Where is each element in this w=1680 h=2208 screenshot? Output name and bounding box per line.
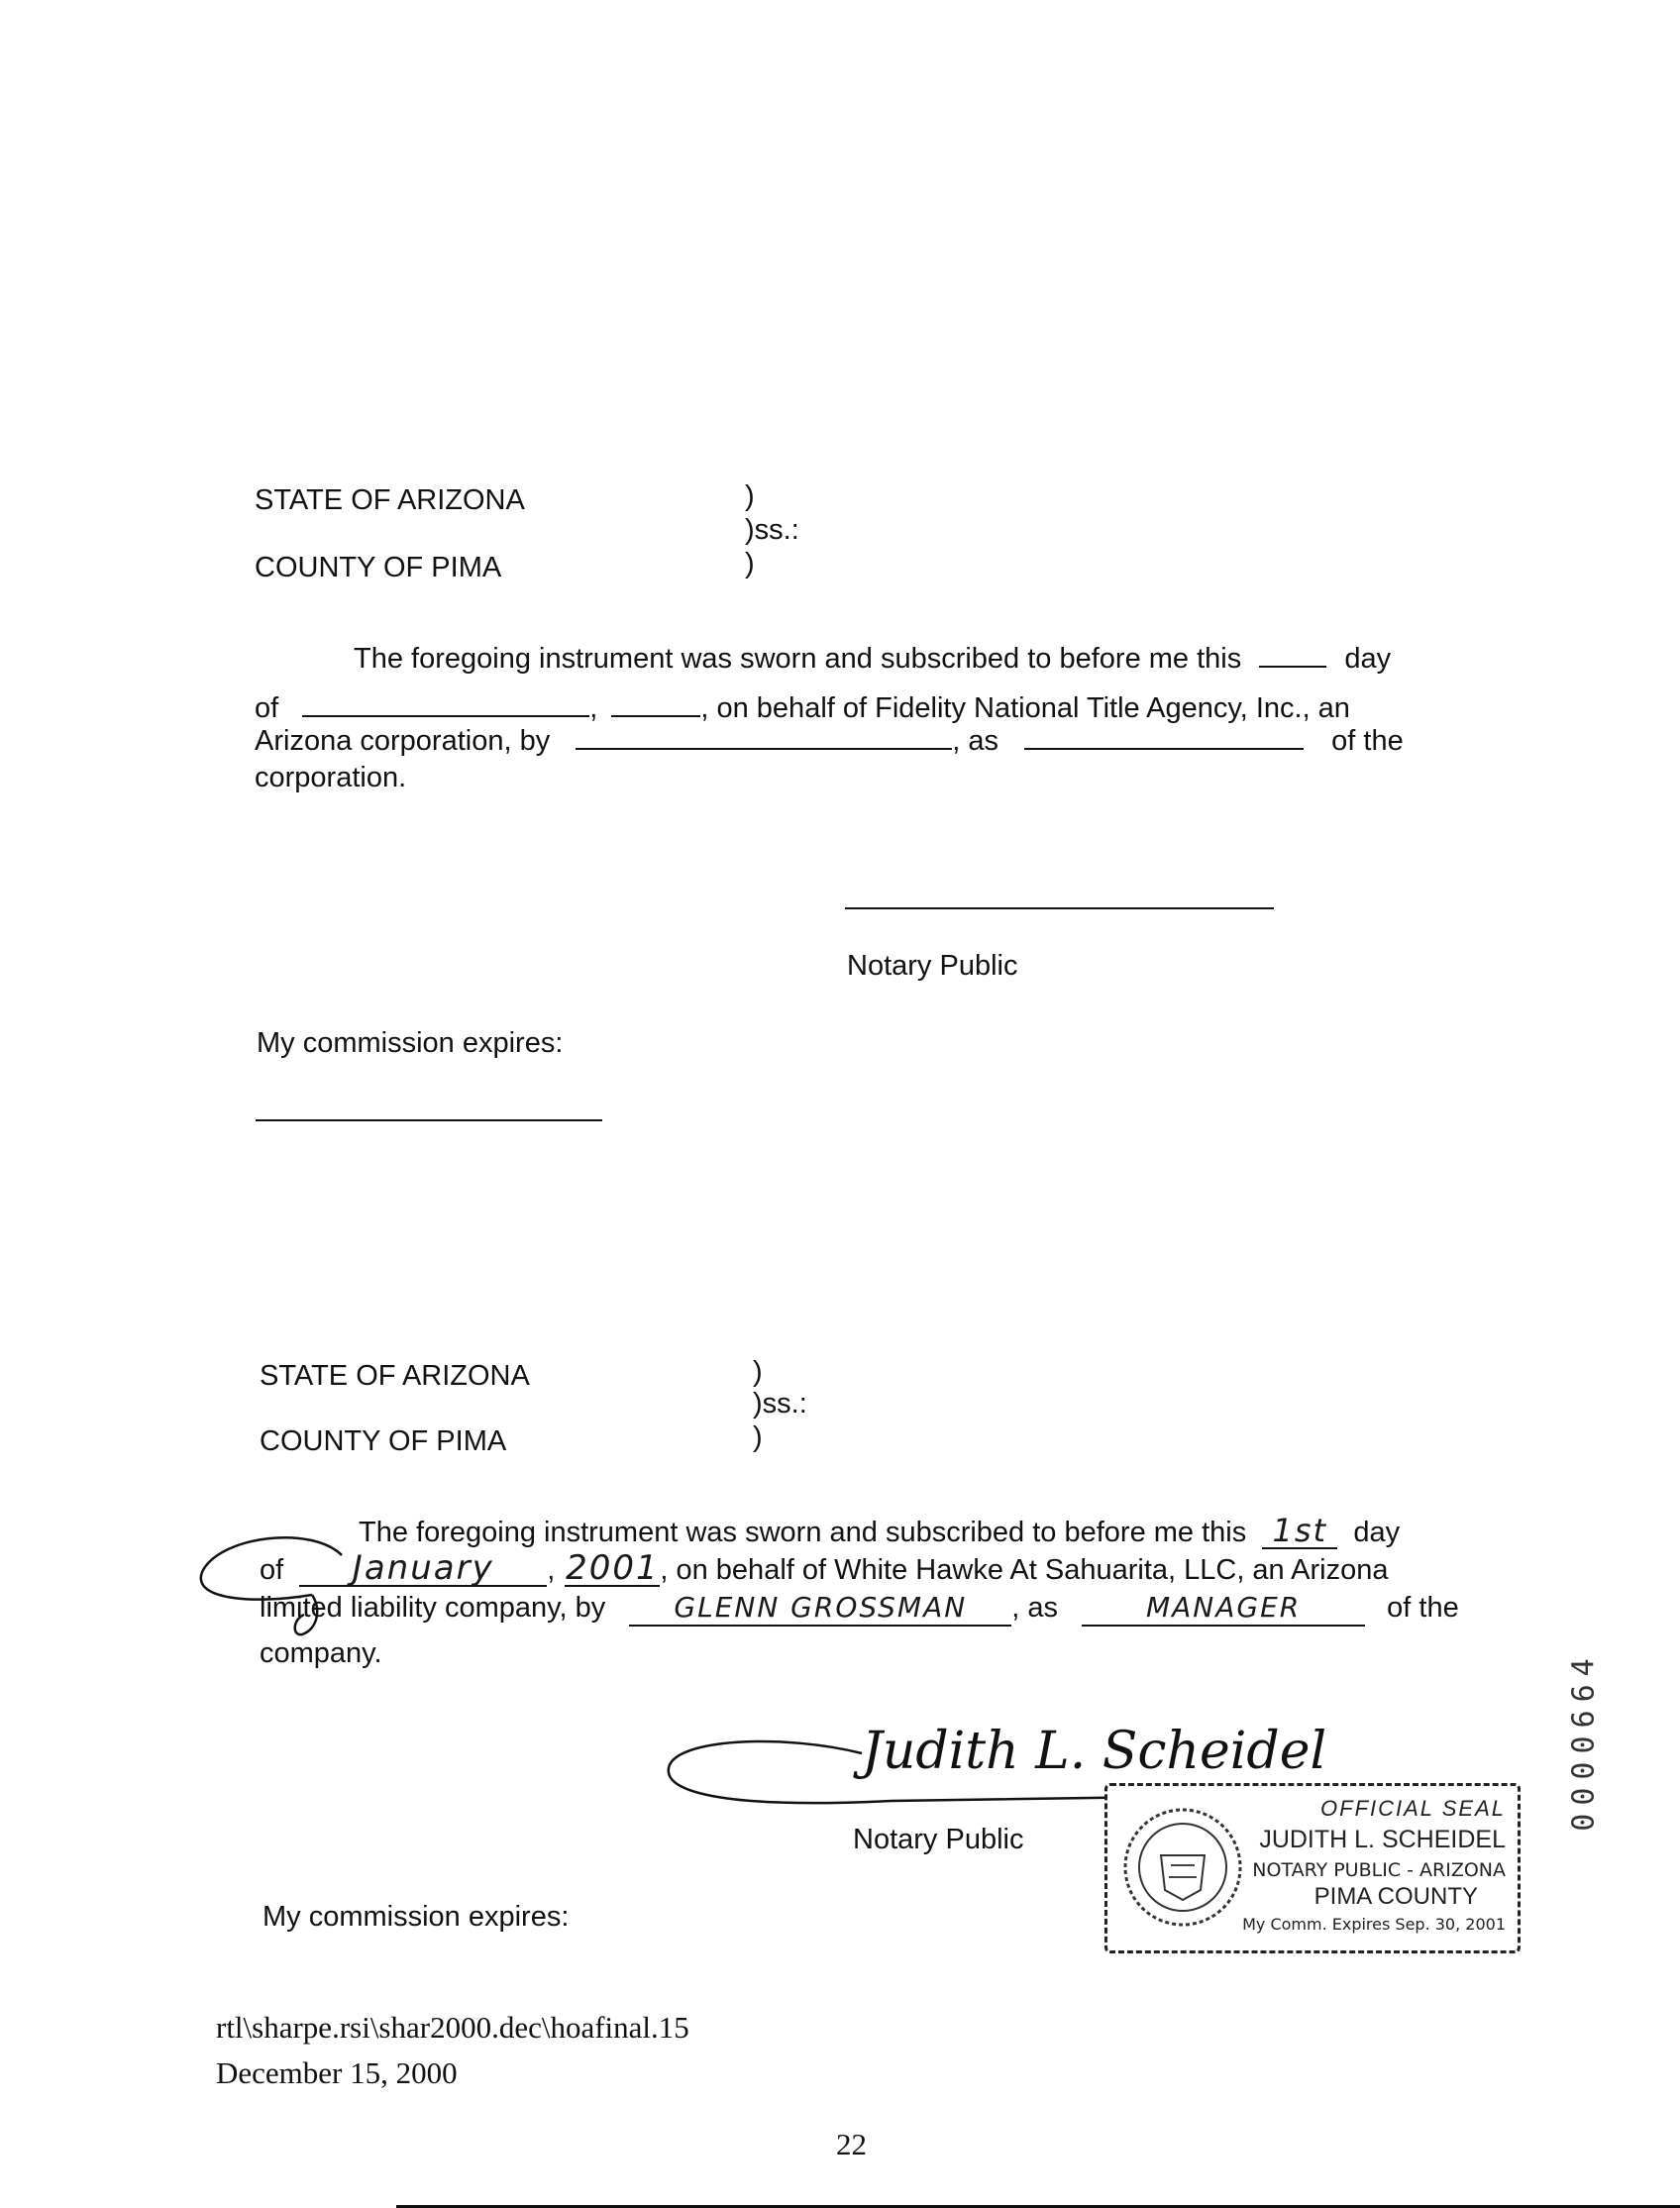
notary-public-label-2: Notary Public: [853, 1824, 1024, 1855]
county-label-2: COUNTY OF PIMA: [260, 1425, 507, 1457]
seal-line-2: JUDITH L. SCHEIDEL: [1259, 1826, 1506, 1853]
company-by-text: limited liability company, by: [260, 1592, 606, 1624]
notary-signature-line: [845, 907, 1274, 909]
commission-expires-line: [256, 1119, 602, 1121]
signer-name-value: GLENN GROSSMAN: [629, 1591, 1011, 1627]
seal-line-4: PIMA COUNTY: [1313, 1883, 1478, 1910]
of-word-2: of: [260, 1554, 284, 1586]
title-blank: [1024, 722, 1304, 750]
of-the-text-2: of the: [1387, 1592, 1459, 1624]
jurat-line-3: [255, 722, 1404, 758]
venue-ss: )ss.:: [745, 514, 799, 546]
of-word: of: [255, 692, 279, 724]
county-label: COUNTY OF PIMA: [255, 552, 502, 583]
month-value: January: [299, 1551, 547, 1587]
day-value: 1st: [1262, 1514, 1337, 1549]
day-blank: [1259, 640, 1326, 668]
comma-2: ,: [547, 1554, 556, 1586]
year-blank: [611, 689, 700, 717]
comma: ,: [589, 692, 598, 724]
day-word-2: day: [1353, 1517, 1401, 1548]
state-label: STATE OF ARIZONA: [255, 484, 525, 516]
commission-expires-label: My commission expires:: [257, 1027, 564, 1059]
seal-line-3: NOTARY PUBLIC - ARIZONA: [1252, 1859, 1506, 1881]
jurat2-line-1: [359, 1514, 1400, 1549]
notary-public-label: Notary Public: [847, 950, 1018, 982]
jurat-line-1: [354, 640, 1391, 676]
state-label-2: STATE OF ARIZONA: [260, 1360, 530, 1392]
signer-title-value: MANAGER: [1082, 1591, 1365, 1627]
signature-text: Judith L. Scheidel: [862, 1722, 1327, 1781]
month-blank: [302, 689, 589, 717]
margin-scribble: [193, 1525, 371, 1644]
state-seal-icon: [1121, 1806, 1244, 1929]
company-word: company.: [260, 1637, 382, 1669]
day-word: day: [1344, 643, 1392, 675]
jurat2-text: The foregoing instrument was sworn and subscribed to before me this: [359, 1517, 1247, 1548]
footer-date: December 15, 2000: [216, 2055, 458, 2090]
jurat-line-2: [255, 689, 1350, 725]
official-seal-stamp: [1104, 1783, 1521, 1953]
side-document-number: [1566, 1575, 1652, 1912]
of-the-text: of the: [1331, 725, 1404, 757]
as-text-2: , as: [1011, 1592, 1059, 1624]
signer-blank: [576, 722, 952, 750]
jurat2-line-3: [260, 1591, 1459, 1627]
page-number: 22: [836, 2127, 867, 2161]
venue-ss-2: )ss.:: [753, 1388, 807, 1419]
venue-paren-top: ): [745, 480, 755, 512]
as-text: , as: [952, 725, 999, 757]
side-number-text: 0000664: [1566, 1650, 1602, 1832]
jurat-text: The foregoing instrument was sworn and subscribed to before me this: [354, 643, 1242, 675]
venue-paren-bottom: ): [745, 548, 755, 579]
footer-file-path: rtl\sharpe.rsi\shar2000.dec\hoafinal.15: [216, 2010, 689, 2045]
venue-paren-top-2: ): [753, 1356, 763, 1388]
corp-by-text: Arizona corporation, by: [255, 725, 551, 757]
behalf-text-2: , on behalf of White Hawke At Sahuarita, LLC, an Arizona: [660, 1554, 1389, 1586]
venue-paren-bottom-2: ): [753, 1421, 763, 1453]
year-value: 2001: [566, 1548, 660, 1588]
seal-line-5: My Comm. Expires Sep. 30, 2001: [1242, 1915, 1506, 1934]
corporation-word: corporation.: [255, 762, 407, 793]
jurat2-line-2: [260, 1548, 1389, 1588]
commission-expires-label-2: My commission expires:: [262, 1901, 570, 1933]
behalf-text: , on behalf of Fidelity National Title Agency, Inc., an: [700, 692, 1350, 724]
seal-line-1: OFFICIAL SEAL: [1320, 1796, 1506, 1821]
